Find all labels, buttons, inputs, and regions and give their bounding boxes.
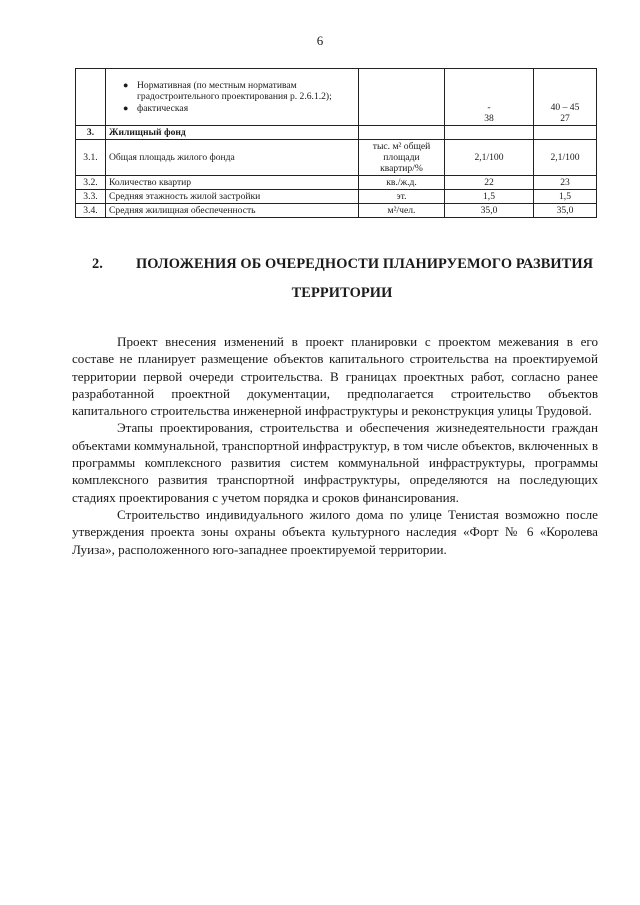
table-cell-unit: м²/чел.	[359, 204, 445, 218]
table-row	[76, 126, 597, 140]
cell-value: -	[487, 101, 491, 113]
list-item: ● Нормативная (по местным нормативам градостроительного проектирования р. 2.6.1.2);	[123, 80, 332, 103]
table-cell-value-1	[445, 69, 534, 126]
bullet-icon: ●	[123, 80, 129, 91]
table-cell-value-2: 2,1/100	[534, 140, 597, 176]
table-cell-value-1: 2,1/100	[445, 140, 534, 176]
table-cell-unit: кв./ж.д.	[359, 176, 445, 190]
table-row	[76, 176, 597, 190]
table-cell-value-1: 1,5	[445, 190, 534, 204]
bullet-icon: ●	[123, 102, 129, 113]
cell-value: 27	[560, 112, 570, 124]
list-item: ● фактическая	[123, 102, 189, 114]
indicators-table	[75, 68, 597, 218]
section-title-line-1: ПОЛОЖЕНИЯ ОБ ОЧЕРЕДНОСТИ ПЛАНИРУЕМОГО РАЗВИТИЯ	[136, 256, 594, 272]
table-row	[76, 140, 597, 176]
table-cell-name: Жилищный фонд	[106, 126, 359, 140]
cell-value: 38	[484, 112, 494, 124]
table-cell-num: 3.2.	[76, 176, 106, 190]
table-cell-name: Количество квартир	[106, 176, 359, 190]
table-cell-value-1: 22	[445, 176, 534, 190]
table-cell-value-1: 35,0	[445, 204, 534, 218]
table-row	[76, 69, 597, 126]
section-title-line-2: ТЕРРИТОРИИ	[291, 285, 393, 301]
table-cell-value-2: 1,5	[534, 190, 597, 204]
table-cell-value-2: 35,0	[534, 204, 597, 218]
table-cell-name: Общая площадь жилого фонда	[106, 140, 359, 176]
paragraph: Этапы проектирования, строительства и обеспечения жизнедеятельности граждан объектами коммунальной, транспортной инфраструктур, в том числе объектов, включенных в программы комплексного развития систем коммунальной инфраструктуры, программы комплексного развития транспортной инфраструктуры, определяются на последующих стадиях проектирования с учетом порядка и сроков финансирования.	[72, 420, 598, 505]
table-cell-name: Средняя этажность жилой застройки	[106, 190, 359, 204]
bullet-list	[109, 80, 355, 113]
paragraph: Строительство индивидуального жилого дома по улице Тенистая возможно после утверждения проекта зоны охраны объекта культурного наследия «Форт № 6 «Королева Луиза», расположенного юго-западнее проектируемой территории.	[72, 506, 598, 557]
table-cell-unit: тыс. м² общей площади квартир/%	[359, 140, 445, 176]
table-cell-value-2: 23	[534, 176, 597, 190]
table-cell-name: Средняя жилищная обеспеченность	[106, 204, 359, 218]
table-cell-value-2	[534, 126, 597, 140]
page-number: 6	[316, 33, 324, 48]
table-cell-value-2	[534, 69, 597, 126]
table-row	[76, 190, 597, 204]
body-text	[72, 333, 598, 558]
table-cell-unit	[359, 69, 445, 126]
table-cell-num: 3.4.	[76, 204, 106, 218]
section-number: 2.	[92, 256, 103, 272]
table-cell-name	[106, 69, 359, 126]
table-cell-num: 3.	[76, 126, 106, 140]
table-row	[76, 204, 597, 218]
table-cell-num: 3.1.	[76, 140, 106, 176]
table-cell-num	[76, 69, 106, 126]
table-cell-unit: эт.	[359, 190, 445, 204]
table-cell-unit	[359, 126, 445, 140]
paragraph: Проект внесения изменений в проект планировки с проектом межевания в его составе не планирует размещение объектов капитального строительства на проектируемой территории первой очереди строительства. В границах проектных работ, согласно ранее разработанной проектной документации, предполагается строительство объектов капитального строительства инженерной инфраструктуры и реконструкция улицы Трудовой.	[72, 334, 598, 419]
table-cell-num: 3.3.	[76, 190, 106, 204]
table-cell-value-1	[445, 126, 534, 140]
cell-value: 40 – 45	[550, 101, 580, 113]
